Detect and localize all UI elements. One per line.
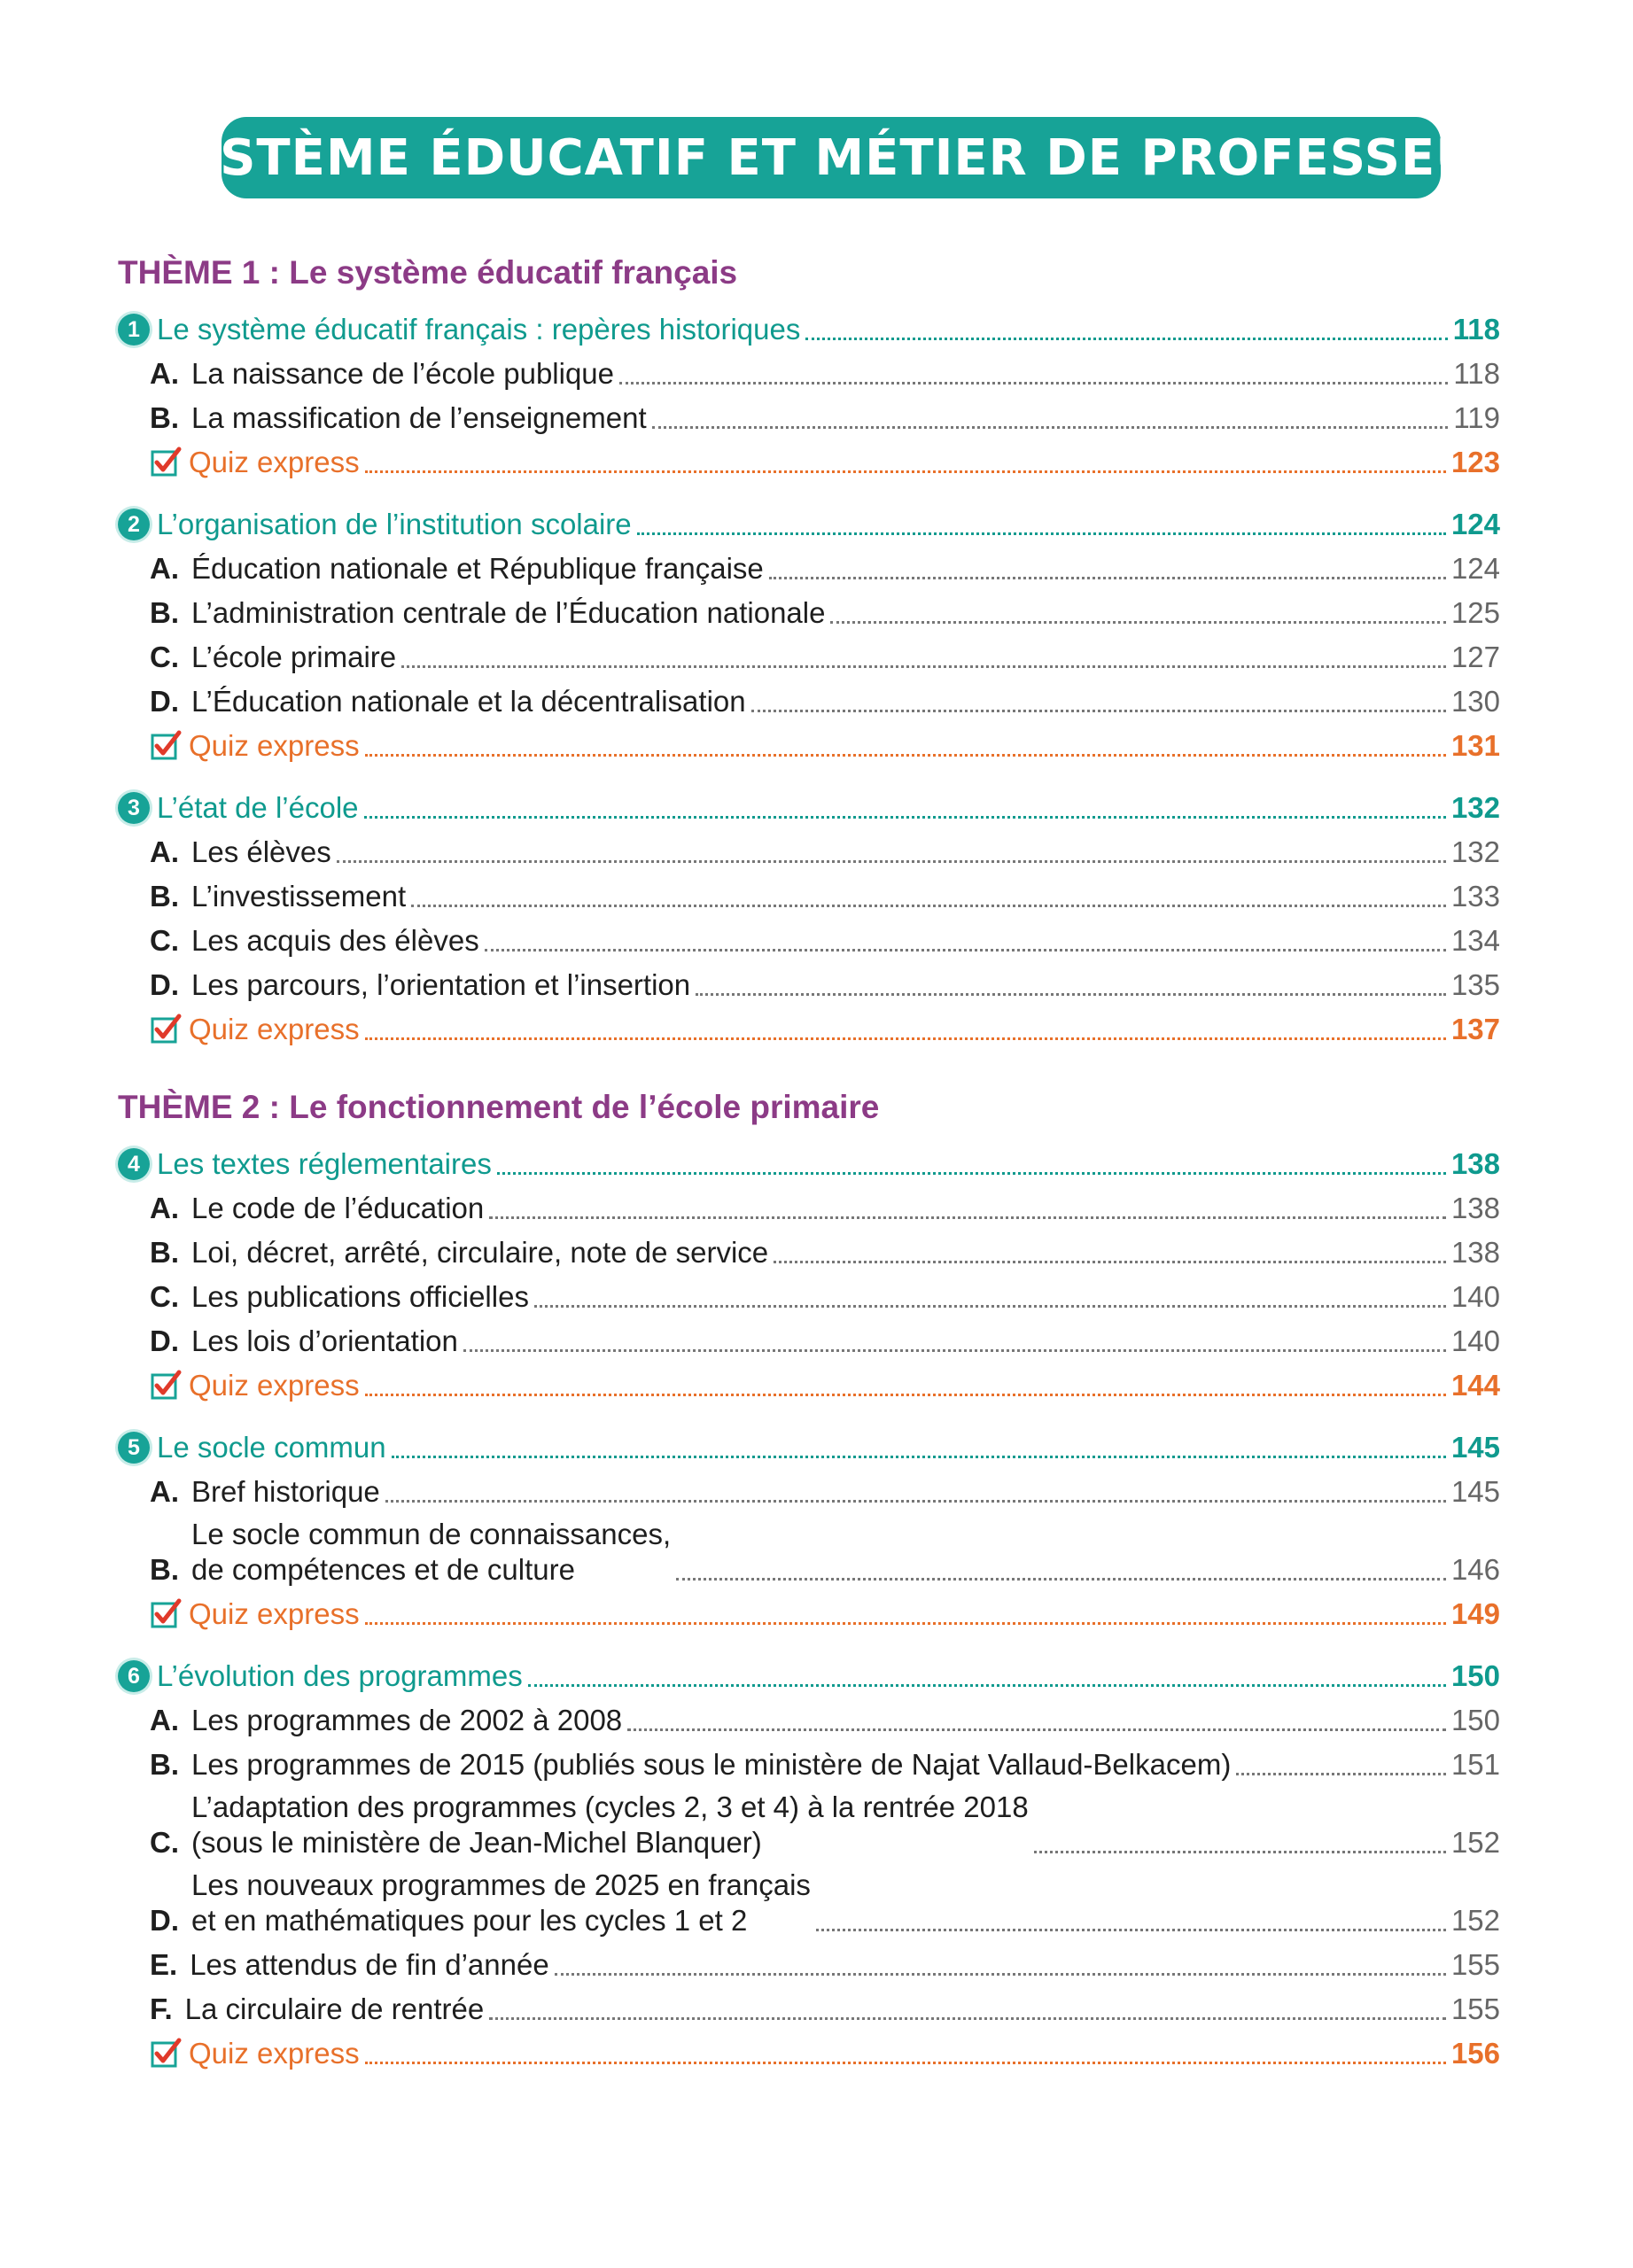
chapter-number-badge: 2 <box>118 509 150 540</box>
dot-leader <box>805 338 1447 340</box>
page-number: 132 <box>1450 791 1500 824</box>
chapter-number-badge: 3 <box>118 792 150 824</box>
dot-leader <box>1236 1773 1446 1775</box>
section-letter: A. <box>150 835 179 868</box>
dot-leader <box>392 1456 1446 1458</box>
dot-leader <box>365 1622 1446 1625</box>
chapter-number-badge: 1 <box>118 314 150 346</box>
page-number: 135 <box>1450 968 1500 1001</box>
section-title <box>191 1868 811 1938</box>
dot-leader <box>751 710 1446 712</box>
section-entry[interactable] <box>118 395 1500 439</box>
dot-leader <box>365 1037 1446 1040</box>
section-entry[interactable] <box>118 1864 1500 1942</box>
chapter-block <box>118 1425 1500 1635</box>
section-entry[interactable] <box>118 1469 1500 1513</box>
section-letter: A. <box>150 1192 179 1224</box>
section-title: Éducation nationale et République française <box>191 552 764 585</box>
chapter-title: Les textes réglementaires <box>157 1147 492 1180</box>
section-title <box>191 1790 1029 1860</box>
page-number: 124 <box>1450 508 1500 540</box>
section-title-line: Les nouveaux programmes de 2025 en français <box>191 1868 811 1901</box>
section-entry[interactable] <box>118 1786 1500 1864</box>
section-title: L’administration centrale de l’Éducation nationale <box>191 596 826 629</box>
chapter-block <box>118 1141 1500 1407</box>
theme-title: THÈME 1 : Le système éducatif français <box>118 254 738 291</box>
section-entry[interactable] <box>118 590 1500 634</box>
quiz-express-entry[interactable] <box>118 723 1500 767</box>
section-title: SYSTÈME ÉDUCATIF ET MÉTIER DE PROFESSEUR <box>146 128 1516 187</box>
page-number: 118 <box>1452 313 1500 346</box>
dot-leader <box>497 1172 1446 1175</box>
page-number: 118 <box>1453 357 1500 390</box>
chapter-block <box>118 307 1500 484</box>
section-letter: D. <box>150 1324 179 1357</box>
page-number: 146 <box>1450 1553 1500 1586</box>
dot-leader <box>463 1349 1446 1352</box>
checkbox-check-icon <box>150 447 182 478</box>
section-letter: A. <box>150 552 179 585</box>
dot-leader <box>652 426 1449 429</box>
section-title: Les attendus de fin d’année <box>190 1948 549 1981</box>
section-entry[interactable] <box>118 1318 1500 1363</box>
page-number: 151 <box>1450 1748 1500 1781</box>
section-entry[interactable] <box>118 1513 1500 1591</box>
section-banner <box>146 117 1516 198</box>
section-title: Les lois d’orientation <box>191 1324 458 1357</box>
quiz-express-entry[interactable] <box>118 1006 1500 1051</box>
section-title: La circulaire de rentrée <box>184 1992 485 2025</box>
section-title: Le code de l’éducation <box>191 1192 485 1224</box>
dot-leader <box>627 1728 1446 1731</box>
page-number: 130 <box>1450 685 1500 718</box>
section-title: Les programmes de 2015 (publiés sous le ministère de Najat Vallaud-Belkacem) <box>191 1748 1232 1781</box>
page-number: 145 <box>1450 1431 1500 1464</box>
dot-leader <box>816 1929 1446 1931</box>
section-letter: A. <box>150 1475 179 1508</box>
section-letter: C. <box>150 1280 179 1313</box>
section-entry[interactable] <box>118 1697 1500 1742</box>
dot-leader <box>365 2062 1446 2064</box>
section-entry[interactable] <box>118 1185 1500 1230</box>
chapter-title: Le socle commun <box>157 1431 386 1464</box>
section-letter: C. <box>150 924 179 957</box>
section-entry[interactable] <box>118 962 1500 1006</box>
dot-leader <box>528 1684 1446 1687</box>
dot-leader <box>365 1394 1446 1396</box>
dot-leader <box>411 905 1446 907</box>
section-title-line: de compétences et de culture <box>191 1553 575 1586</box>
dot-leader <box>385 1500 1446 1503</box>
quiz-label: Quiz express <box>189 1369 360 1402</box>
section-letter: C. <box>150 1826 179 1859</box>
section-letter: D. <box>150 1904 179 1937</box>
checkbox-check-icon <box>150 730 182 762</box>
chapter-title: Le système éducatif français : repères historiques <box>157 313 801 346</box>
section-letter: F. <box>150 1992 173 2025</box>
page-number: 152 <box>1450 1826 1500 1859</box>
dot-leader <box>365 754 1446 757</box>
page-number: 137 <box>1450 1013 1500 1045</box>
page-number: 124 <box>1450 552 1500 585</box>
section-title: L’école primaire <box>191 641 397 673</box>
page-number: 140 <box>1450 1324 1500 1357</box>
section-title-line: Le socle commun de connaissances, <box>191 1518 672 1550</box>
checkbox-check-icon <box>150 2038 182 2070</box>
page-number: 138 <box>1450 1236 1500 1269</box>
dot-leader <box>485 949 1446 951</box>
chapter-number-badge: 6 <box>118 1660 150 1692</box>
section-letter: B. <box>150 1236 179 1269</box>
dot-leader <box>676 1578 1446 1581</box>
section-title: Les parcours, l’orientation et l’insertion <box>191 968 691 1001</box>
section-entry[interactable] <box>118 874 1500 918</box>
section-title: Bref historique <box>191 1475 380 1508</box>
section-letter: E. <box>150 1948 178 1981</box>
page-number: 133 <box>1450 880 1500 913</box>
page-number: 155 <box>1450 1948 1500 1981</box>
dot-leader <box>364 816 1446 819</box>
section-title: Loi, décret, arrêté, circulaire, note de service <box>191 1236 769 1269</box>
table-of-contents <box>118 239 1500 2093</box>
section-title: L’Éducation nationale et la décentralisation <box>191 685 746 718</box>
page-number: 149 <box>1450 1597 1500 1630</box>
page-number: 138 <box>1450 1192 1500 1224</box>
chapter-block <box>118 1653 1500 2075</box>
chapter-entry[interactable] <box>118 785 1500 829</box>
page-number: 132 <box>1450 835 1500 868</box>
quiz-label: Quiz express <box>189 729 360 762</box>
chapter-entry[interactable] <box>118 307 1500 351</box>
section-letter: A. <box>150 357 179 390</box>
section-title-line: L’adaptation des programmes (cycles 2, 3 et 4) à la rentrée 2018 <box>191 1790 1029 1823</box>
section-title: L’investissement <box>191 880 407 913</box>
quiz-express-entry[interactable] <box>118 2031 1500 2075</box>
section-entry[interactable] <box>118 546 1500 590</box>
checkbox-check-icon <box>150 1014 182 1045</box>
quiz-label: Quiz express <box>189 2037 360 2070</box>
quiz-label: Quiz express <box>189 446 360 478</box>
section-entry[interactable] <box>118 829 1500 874</box>
section-title: Les publications officielles <box>191 1280 529 1313</box>
section-letter: A. <box>150 1704 179 1736</box>
section-letter: B. <box>150 596 179 629</box>
theme-title: THÈME 2 : Le fonctionnement de l’école primaire <box>118 1089 880 1125</box>
dot-leader <box>774 1261 1446 1263</box>
dot-leader <box>696 993 1446 996</box>
dot-leader <box>489 2017 1446 2020</box>
section-letter: D. <box>150 968 179 1001</box>
section-letter: B. <box>150 1553 179 1586</box>
quiz-label: Quiz express <box>189 1013 360 1045</box>
chapter-entry[interactable] <box>118 1653 1500 1697</box>
dot-leader <box>337 860 1446 863</box>
section-letter: B. <box>150 1748 179 1781</box>
page-number: 150 <box>1450 1659 1500 1692</box>
section-letter: B. <box>150 401 179 434</box>
chapter-entry[interactable] <box>118 501 1500 546</box>
section-entry[interactable] <box>118 1274 1500 1318</box>
section-entry[interactable] <box>118 679 1500 723</box>
page-number: 144 <box>1450 1369 1500 1402</box>
dot-leader <box>637 532 1446 535</box>
section-entry[interactable] <box>118 918 1500 962</box>
quiz-express-entry[interactable] <box>118 1363 1500 1407</box>
chapter-number-badge: 5 <box>118 1432 150 1464</box>
dot-leader <box>830 621 1445 624</box>
chapter-number-badge: 4 <box>118 1148 150 1180</box>
section-entry[interactable] <box>118 1942 1500 1986</box>
dot-leader <box>534 1305 1446 1308</box>
page-number: 140 <box>1450 1280 1500 1313</box>
page-number: 152 <box>1450 1904 1500 1937</box>
quiz-express-entry[interactable] <box>118 1591 1500 1635</box>
page-number: 119 <box>1453 401 1500 434</box>
quiz-label: Quiz express <box>189 1597 360 1630</box>
dot-leader <box>555 1973 1446 1976</box>
section-title: La naissance de l’école publique <box>191 357 615 390</box>
checkbox-check-icon <box>150 1598 182 1630</box>
page-number: 127 <box>1450 641 1500 673</box>
section-title: Les élèves <box>191 835 331 868</box>
dot-leader <box>489 1216 1446 1219</box>
section-letter: D. <box>150 685 179 718</box>
section-title-line: (sous le ministère de Jean-Michel Blanquer) <box>191 1826 762 1859</box>
section-entry[interactable] <box>118 1230 1500 1274</box>
section-title-line: et en mathématiques pour les cycles 1 et 2 <box>191 1904 748 1937</box>
page-number: 156 <box>1450 2037 1500 2070</box>
section-entry[interactable] <box>118 1986 1500 2031</box>
page-number: 138 <box>1450 1147 1500 1180</box>
dot-leader <box>401 665 1446 668</box>
section-letter: B. <box>150 880 179 913</box>
page-number: 123 <box>1450 446 1500 478</box>
section-letter: C. <box>150 641 179 673</box>
chapter-entry[interactable] <box>118 1141 1500 1185</box>
chapter-title: L’évolution des programmes <box>157 1659 523 1692</box>
page-number: 150 <box>1450 1704 1500 1736</box>
dot-leader <box>619 382 1448 384</box>
theme-block <box>118 239 1500 1051</box>
section-entry[interactable] <box>118 634 1500 679</box>
section-title: Les acquis des élèves <box>191 924 479 957</box>
checkbox-check-icon <box>150 1370 182 1402</box>
page-number: 155 <box>1450 1992 1500 2025</box>
dot-leader <box>365 470 1446 473</box>
section-title <box>191 1517 671 1588</box>
page-number: 134 <box>1450 924 1500 957</box>
section-title: La massification de l’enseignement <box>191 401 647 434</box>
dot-leader <box>1034 1851 1446 1853</box>
chapter-block <box>118 785 1500 1051</box>
dot-leader <box>769 577 1446 579</box>
section-entry[interactable] <box>118 351 1500 395</box>
page-number: 125 <box>1450 596 1500 629</box>
chapter-title: L’organisation de l’institution scolaire <box>157 508 632 540</box>
chapter-entry[interactable] <box>118 1425 1500 1469</box>
page-number: 131 <box>1450 729 1500 762</box>
theme-block <box>118 1074 1500 2075</box>
chapter-block <box>118 501 1500 767</box>
chapter-title: L’état de l’école <box>157 791 359 824</box>
page-number: 145 <box>1450 1475 1500 1508</box>
quiz-express-entry[interactable] <box>118 439 1500 484</box>
section-entry[interactable] <box>118 1742 1500 1786</box>
section-title: Les programmes de 2002 à 2008 <box>191 1704 623 1736</box>
